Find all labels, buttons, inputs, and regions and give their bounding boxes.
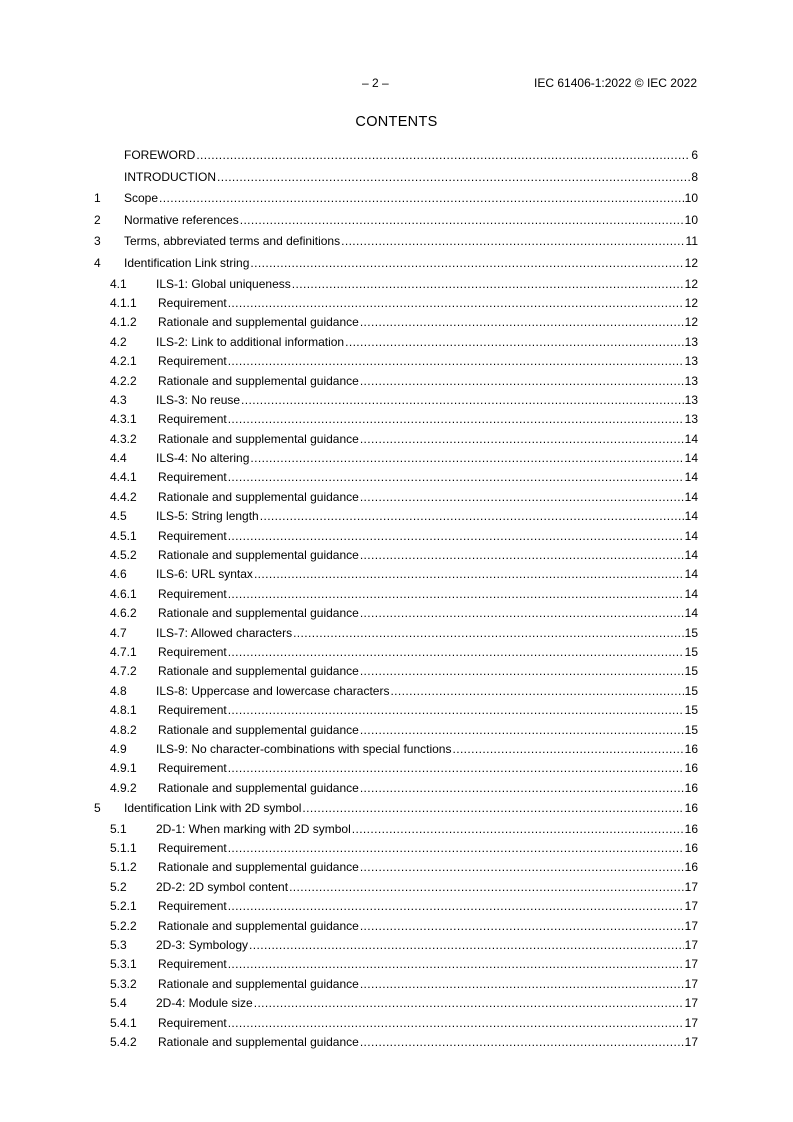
page-ref: 12 xyxy=(684,295,698,310)
page-ref: 16 xyxy=(684,801,698,816)
toc-entry[interactable] xyxy=(94,210,698,232)
section-title: Requirement xyxy=(158,586,227,601)
page-ref: 14 xyxy=(684,548,698,563)
toc-entry[interactable] xyxy=(94,759,698,778)
page-ref: 15 xyxy=(684,683,698,698)
page-ref: 17 xyxy=(684,976,698,991)
section-number: 4 xyxy=(94,255,101,270)
toc-entry[interactable] xyxy=(94,643,698,662)
dot-leader xyxy=(254,994,684,1013)
dot-leader xyxy=(360,1033,684,1052)
toc-entry[interactable] xyxy=(94,294,698,313)
toc-entry[interactable] xyxy=(94,391,698,410)
section-title: Rationale and supplemental guidance xyxy=(158,780,359,795)
section-number: 4.6.2 xyxy=(110,606,137,621)
page-ref: 17 xyxy=(684,899,698,914)
page-ref: 14 xyxy=(684,489,698,504)
section-title: Rationale and supplemental guidance xyxy=(158,548,359,563)
section-number: 4.3.2 xyxy=(110,431,137,446)
section-number: 5.4.2 xyxy=(110,1035,137,1049)
dot-leader xyxy=(341,231,684,253)
dot-leader xyxy=(360,917,684,936)
toc-entry[interactable] xyxy=(94,936,698,955)
section-title: ILS-6: URL syntax xyxy=(156,567,253,582)
section-title: Requirement xyxy=(158,841,227,856)
dot-leader xyxy=(159,188,684,210)
section-title: Requirement xyxy=(158,899,227,914)
section-number: 4.5.2 xyxy=(110,548,137,563)
toc-entry[interactable] xyxy=(94,468,698,487)
section-number: 4.8.1 xyxy=(110,703,137,718)
dot-leader xyxy=(360,604,684,623)
page-ref: 6 xyxy=(691,148,698,162)
toc-entry[interactable] xyxy=(94,145,698,167)
section-number: 4.8.2 xyxy=(110,722,137,737)
toc-entry[interactable] xyxy=(94,798,698,820)
dot-leader xyxy=(360,313,684,332)
page-ref: 12 xyxy=(684,315,698,330)
page-ref: 13 xyxy=(684,334,698,349)
section-number: 5.2.1 xyxy=(110,899,137,914)
section-title: Rationale and supplemental guidance xyxy=(158,373,359,388)
toc-entry[interactable] xyxy=(94,975,698,994)
toc-entry[interactable] xyxy=(94,820,698,839)
table-of-contents xyxy=(94,145,698,1052)
section-number: 2 xyxy=(94,212,101,227)
dot-leader xyxy=(228,839,684,858)
section-number: 5.1 xyxy=(110,821,127,836)
page-ref: 17 xyxy=(684,938,698,953)
dot-leader xyxy=(228,759,684,778)
section-number: 4.4 xyxy=(110,451,127,466)
page-ref: 17 xyxy=(684,996,698,1011)
dot-leader xyxy=(452,740,683,759)
section-title: Rationale and supplemental guidance xyxy=(158,860,359,875)
page-ref: 17 xyxy=(684,1035,698,1049)
section-title: FOREWORD xyxy=(124,148,196,162)
page-ref: 10 xyxy=(684,191,698,206)
toc-entry[interactable] xyxy=(94,839,698,858)
toc-entry[interactable] xyxy=(94,721,698,740)
toc-title: CONTENTS xyxy=(355,114,438,130)
dot-leader xyxy=(260,507,684,526)
section-number: 5.2 xyxy=(110,879,127,894)
section-number: 5.1.2 xyxy=(110,860,137,875)
dot-leader xyxy=(228,897,684,916)
dot-leader xyxy=(228,410,684,429)
dot-leader xyxy=(250,449,683,468)
section-title: Rationale and supplemental guidance xyxy=(158,489,359,504)
page-ref: 15 xyxy=(684,722,698,737)
dot-leader xyxy=(240,210,684,232)
page-header xyxy=(0,76,793,92)
section-title: Requirement xyxy=(158,470,227,485)
section-number: 1 xyxy=(94,191,101,206)
toc-entry[interactable] xyxy=(94,507,698,526)
section-title: Rationale and supplemental guidance xyxy=(158,606,359,621)
dot-leader xyxy=(249,936,684,955)
toc-entry[interactable] xyxy=(94,878,698,897)
page-ref: 13 xyxy=(684,412,698,427)
toc-entry[interactable] xyxy=(94,585,698,604)
dot-leader xyxy=(390,682,683,701)
dot-leader xyxy=(254,565,684,584)
dot-leader xyxy=(228,701,684,720)
dot-leader xyxy=(217,167,690,189)
toc-entry[interactable] xyxy=(94,546,698,565)
section-title: Requirement xyxy=(158,644,227,659)
page-ref: 16 xyxy=(684,741,698,756)
page-ref: 16 xyxy=(684,841,698,856)
section-number: 4.1.1 xyxy=(110,295,137,310)
section-title: Requirement xyxy=(158,295,227,310)
section-title: ILS-4: No altering xyxy=(156,451,250,466)
page-ref: 14 xyxy=(684,606,698,621)
page-ref: 11 xyxy=(685,234,698,249)
section-number: 4.1 xyxy=(110,276,127,291)
toc-entry[interactable] xyxy=(94,275,698,294)
page-ref: 15 xyxy=(684,625,698,640)
page-ref: 14 xyxy=(684,451,698,466)
page-ref: 13 xyxy=(684,373,698,388)
page-ref: 15 xyxy=(684,703,698,718)
page-ref: 14 xyxy=(684,509,698,524)
toc-entry[interactable] xyxy=(94,449,698,468)
page-ref: 14 xyxy=(684,567,698,582)
toc-entry[interactable] xyxy=(94,188,698,210)
section-title: Requirement xyxy=(158,703,227,718)
section-number: 4.2.2 xyxy=(110,373,137,388)
toc-entry[interactable] xyxy=(94,858,698,877)
dot-leader xyxy=(196,145,690,167)
section-number: 4.5.1 xyxy=(110,528,137,543)
toc-entry[interactable] xyxy=(94,352,698,371)
toc-entry[interactable] xyxy=(94,955,698,974)
dot-leader xyxy=(228,955,684,974)
toc-entry[interactable] xyxy=(94,167,698,189)
page-ref: 17 xyxy=(684,879,698,894)
section-number: 4.2.1 xyxy=(110,354,137,369)
dot-leader xyxy=(360,546,684,565)
dot-leader xyxy=(228,294,684,313)
section-number: 4.3.1 xyxy=(110,412,137,427)
section-title: Rationale and supplemental guidance xyxy=(158,1035,359,1049)
dot-leader xyxy=(228,585,684,604)
page-ref: 16 xyxy=(684,860,698,875)
section-title: Rationale and supplemental guidance xyxy=(158,664,359,679)
section-number: 5.2.2 xyxy=(110,918,137,933)
dot-leader xyxy=(250,253,683,275)
toc-entry[interactable] xyxy=(94,1014,698,1033)
section-number: 5.3.1 xyxy=(110,957,137,972)
toc-entry[interactable] xyxy=(94,313,698,332)
dot-leader xyxy=(345,333,684,352)
dot-leader xyxy=(360,662,684,681)
section-number: 4.4.1 xyxy=(110,470,137,485)
toc-entry[interactable] xyxy=(94,231,698,253)
section-number: 4.5 xyxy=(110,509,127,524)
page-ref: 14 xyxy=(684,586,698,601)
page-ref: 16 xyxy=(684,761,698,776)
section-title: Requirement xyxy=(158,761,227,776)
section-number: 4.7.2 xyxy=(110,664,137,679)
section-title: Normative references xyxy=(124,212,239,227)
toc-entry[interactable] xyxy=(94,410,698,429)
section-number: 4.9.2 xyxy=(110,780,137,795)
section-title: 2D-3: Symbology xyxy=(156,938,249,953)
section-title: ILS-1: Global uniqueness xyxy=(156,276,291,291)
page-ref: 17 xyxy=(684,918,698,933)
section-title: Requirement xyxy=(158,412,227,427)
section-title: ILS-2: Link to additional information xyxy=(156,334,345,349)
page-ref: 12 xyxy=(684,255,698,270)
page-ref: 13 xyxy=(684,392,698,407)
toc-entry[interactable] xyxy=(94,1033,698,1052)
toc-entry[interactable] xyxy=(94,253,698,275)
page-ref: 13 xyxy=(684,354,698,369)
section-title: ILS-3: No reuse xyxy=(156,392,241,407)
section-title: ILS-9: No character-combinations with special functions xyxy=(156,741,452,756)
section-number: 4.1.2 xyxy=(110,315,137,330)
section-number: 5.3.2 xyxy=(110,976,137,991)
section-title: Identification Link with 2D symbol xyxy=(124,801,302,816)
section-title: Rationale and supplemental guidance xyxy=(158,431,359,446)
toc-entry[interactable] xyxy=(94,604,698,623)
section-number: 5.4 xyxy=(110,996,127,1011)
section-number: 5 xyxy=(94,801,101,816)
section-number: 4.7.1 xyxy=(110,644,137,659)
dot-leader xyxy=(289,878,684,897)
section-title: Scope xyxy=(124,191,159,206)
page-ref: 12 xyxy=(684,276,698,291)
dot-leader xyxy=(228,352,684,371)
dot-leader xyxy=(228,468,684,487)
document-id: IEC 61406-1:2022 © IEC 2022 xyxy=(534,76,697,90)
page-number: – 2 – xyxy=(362,76,389,90)
toc-entry[interactable] xyxy=(94,527,698,546)
dot-leader xyxy=(228,643,684,662)
page-ref: 16 xyxy=(684,780,698,795)
section-number: 4.2 xyxy=(110,334,127,349)
dot-leader xyxy=(228,1014,684,1033)
toc-entry[interactable] xyxy=(94,662,698,681)
page-ref: 8 xyxy=(691,169,698,184)
section-number: 4.7 xyxy=(110,625,127,640)
page-ref: 16 xyxy=(684,821,698,836)
dot-leader xyxy=(360,430,684,449)
section-title: Rationale and supplemental guidance xyxy=(158,976,359,991)
toc-entry[interactable] xyxy=(94,488,698,507)
toc-entry[interactable] xyxy=(94,430,698,449)
page-ref: 14 xyxy=(684,528,698,543)
section-title: Rationale and supplemental guidance xyxy=(158,315,359,330)
dot-leader xyxy=(360,372,684,391)
toc-entry[interactable] xyxy=(94,917,698,936)
section-number: 4.9 xyxy=(110,741,127,756)
section-title: INTRODUCTION xyxy=(124,169,216,184)
toc-entry[interactable] xyxy=(94,897,698,916)
dot-leader xyxy=(360,858,684,877)
toc-entry[interactable] xyxy=(94,994,698,1013)
section-number: 5.4.1 xyxy=(110,1015,137,1030)
section-title: Requirement xyxy=(158,1015,227,1030)
section-number: 4.6 xyxy=(110,567,127,582)
dot-leader xyxy=(352,820,684,839)
section-title: Rationale and supplemental guidance xyxy=(158,918,359,933)
section-number: 4.6.1 xyxy=(110,586,137,601)
dot-leader xyxy=(228,527,684,546)
dot-leader xyxy=(360,488,684,507)
section-number: 5.3 xyxy=(110,938,127,953)
section-title: Rationale and supplemental guidance xyxy=(158,722,359,737)
dot-leader xyxy=(360,779,684,798)
section-number: 4.3 xyxy=(110,392,127,407)
section-number: 4.8 xyxy=(110,683,127,698)
toc-entry[interactable] xyxy=(94,624,698,643)
toc-entry[interactable] xyxy=(94,565,698,584)
section-title: 2D-4: Module size xyxy=(156,996,253,1011)
section-title: Requirement xyxy=(158,528,227,543)
toc-entry[interactable] xyxy=(94,740,698,759)
page-ref: 14 xyxy=(684,470,698,485)
page-ref: 15 xyxy=(684,644,698,659)
dot-leader xyxy=(302,798,683,820)
section-number: 5.1.1 xyxy=(110,841,137,856)
dot-leader xyxy=(293,624,684,643)
dot-leader xyxy=(241,391,684,410)
page-ref: 14 xyxy=(684,431,698,446)
section-number: 4.9.1 xyxy=(110,761,137,776)
toc-entry[interactable] xyxy=(94,682,698,701)
dot-leader xyxy=(360,721,684,740)
section-title: Requirement xyxy=(158,354,227,369)
section-title: ILS-7: Allowed characters xyxy=(156,625,293,640)
section-title: Terms, abbreviated terms and definitions xyxy=(124,234,341,249)
toc-entry[interactable] xyxy=(94,779,698,798)
section-title: 2D-1: When marking with 2D symbol xyxy=(156,821,351,836)
section-title: ILS-5: String length xyxy=(156,509,259,524)
section-title: Identification Link string xyxy=(124,255,250,270)
page-ref: 17 xyxy=(684,957,698,972)
dot-leader xyxy=(360,975,684,994)
page-ref: 10 xyxy=(684,212,698,227)
section-title: 2D-2: 2D symbol content xyxy=(156,879,289,894)
section-number: 4.4.2 xyxy=(110,489,137,504)
section-number: 3 xyxy=(94,234,101,249)
toc-entry[interactable] xyxy=(94,372,698,391)
dot-leader xyxy=(292,275,684,294)
section-title: ILS-8: Uppercase and lowercase characters xyxy=(156,683,390,698)
toc-entry[interactable] xyxy=(94,333,698,352)
toc-entry[interactable] xyxy=(94,701,698,720)
section-title: Requirement xyxy=(158,957,227,972)
page-ref: 17 xyxy=(684,1015,698,1030)
page-ref: 15 xyxy=(684,664,698,679)
